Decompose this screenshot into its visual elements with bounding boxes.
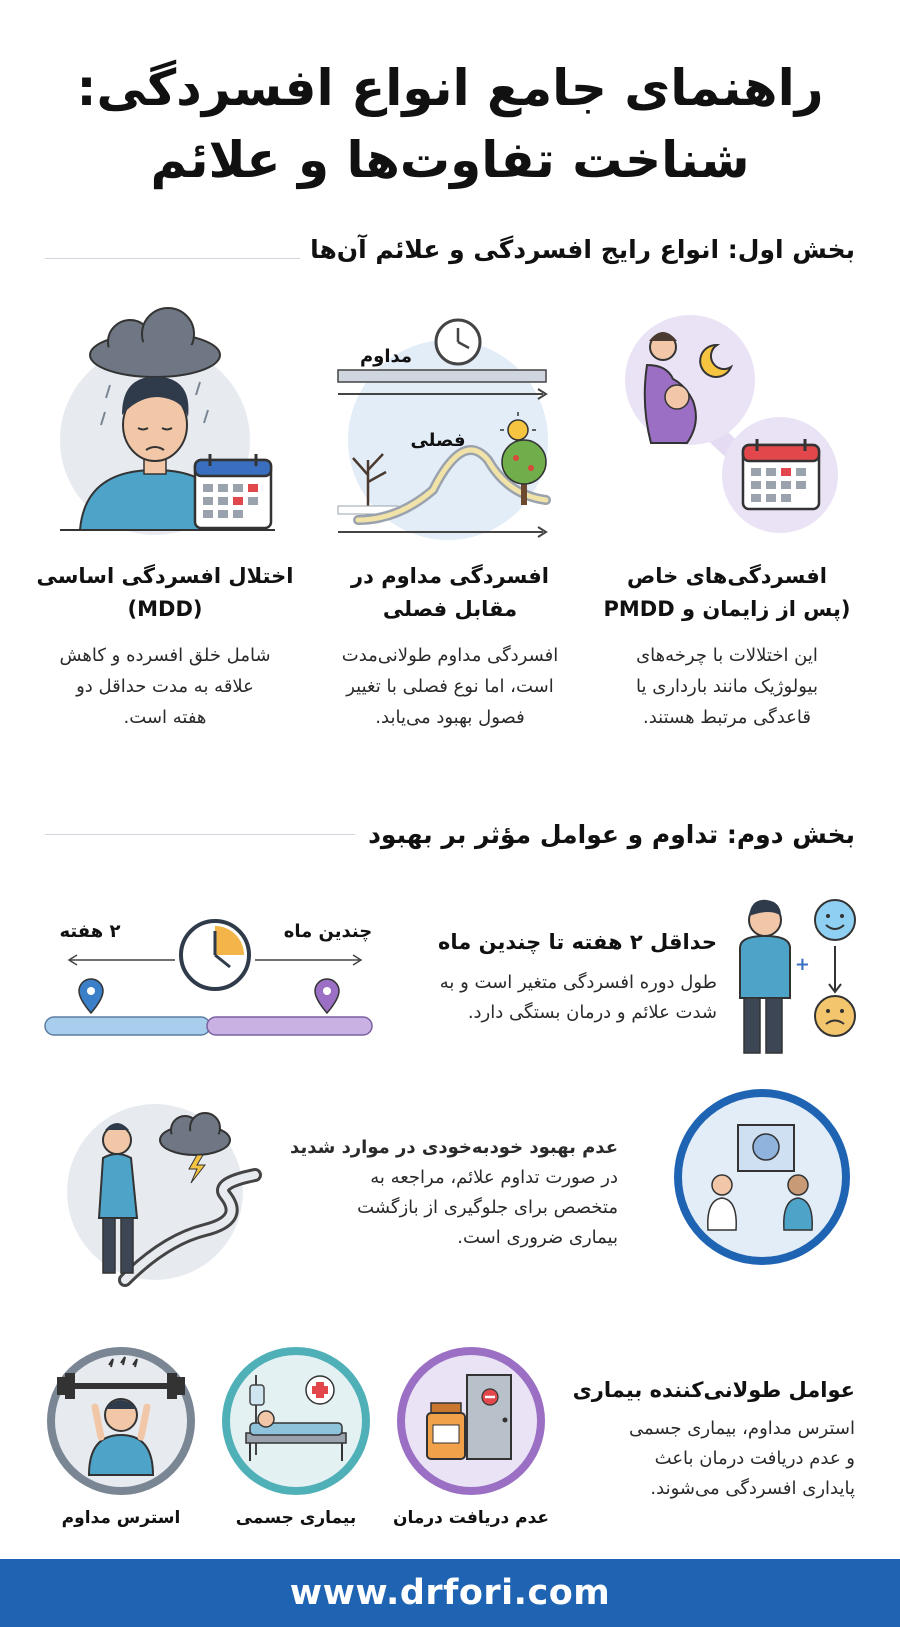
caption-physical-illness: بیماری جسمی [235,1508,357,1528]
calendar-icon [743,439,819,509]
card-mdd-title-line2: (MDD) [127,597,203,621]
card-persistent-desc-line2: است، اما نوع فصلی با تغییر [346,676,554,697]
start-pin-icon [79,979,103,1013]
card-persistent-title [320,560,580,626]
card-special-desc-line2: بیولوژیک مانند بارداری یا [636,676,818,697]
title-line-1: راهنمای جامع انواع افسردگی: [76,59,824,117]
storm-road-illustration [45,1100,245,1285]
recovery-desc-line1: عدم بهبود خودبه‌خودی در موارد شدید [290,1137,618,1158]
label-months: چندین ماه [283,921,373,942]
footer-url[interactable]: www.drfori.com [289,1573,611,1613]
happy-face-icon [815,900,855,940]
duration-timeline-illustration [45,895,385,1045]
timeline-bar-weeks [45,1017,210,1035]
recovery-desc-line2: در صورت تداوم علائم، مراجعه به [370,1167,618,1188]
medical-cross-icon [306,1376,334,1404]
door-icon [467,1375,511,1459]
card-persistent-desc-line3: فصول بهبود می‌یابد. [375,707,525,728]
duration-desc [397,968,717,1028]
duration-desc-line1: طول دوره افسردگی متغیر است و به [439,972,717,993]
thinking-man-icon [740,900,790,1053]
card-special-title-line2: (پس از زایمان و PMDD [603,597,851,621]
footer-bar [0,1559,900,1627]
sad-face-icon [815,996,855,1036]
persistent-bar [338,370,546,382]
card-persistent-title-line1: افسردگی مداوم در [351,564,549,588]
caption-no-treatment: عدم دریافت درمان [392,1508,550,1528]
card-persistent-desc-line1: افسردگی مداوم طولانی‌مدت [341,645,559,666]
timer-icon [181,921,249,989]
card-special-title [597,560,857,626]
section2-divider [45,834,355,835]
factors-desc-line2: و عدم دریافت درمان باعث [654,1448,855,1469]
mdd-illustration [60,310,290,550]
brain-scan-icon [738,1125,794,1171]
label-persistent: مداوم [359,346,413,367]
factors-desc-line3: پایداری افسردگی می‌شوند. [650,1478,855,1499]
factors-desc [585,1414,855,1504]
section2-heading: بخش دوم: تداوم و عوامل مؤثر بر بهبود [368,820,855,849]
therapy-session-illustration [670,1085,855,1270]
duration-title: حداقل ۲ هفته تا چندین ماه [437,930,717,954]
card-mdd-title [35,560,295,626]
card-special-title-line1: افسردگی‌های خاص [627,564,827,588]
card-mdd-title-line1: اختلال افسردگی اساسی [36,564,294,588]
label-seasonal: فصلی [410,430,466,451]
stressed-person-icon [89,1399,153,1475]
section1-divider [45,258,300,259]
factors-title: عوامل طولانی‌کننده بیماری [572,1378,855,1402]
recovery-desc-line3: متخصص برای جلوگیری از بازگشت [357,1197,618,1218]
card-mdd-desc [35,640,295,733]
card-special-desc-line3: قاعدگی مرتبط هستند. [643,707,811,728]
title-line-2: شناخت تفاوت‌ها و علائم [150,131,750,189]
no-treatment-illustration [395,1345,547,1497]
mood-change-man-illustration [730,898,860,1058]
plus-icon: + [794,954,810,975]
card-persistent-title-line2: مقابل فصلی [382,597,518,621]
card-mdd-desc-line2: علاقه به مدت حداقل دو [76,676,254,697]
physical-illness-illustration [220,1345,372,1497]
page-title [0,52,900,196]
factors-desc-line1: استرس مداوم، بیماری جسمی [628,1418,855,1439]
clock-icon [436,320,480,364]
rain-cloud-icon [90,308,220,377]
timeline-bar-months [207,1017,372,1035]
calendar-icon [195,454,271,528]
caption-chronic-stress: استرس مداوم [61,1508,181,1528]
pill-bottle-icon [427,1403,465,1459]
chronic-stress-illustration [45,1345,197,1497]
recovery-desc [288,1133,618,1253]
card-special-desc [597,640,857,733]
section1-heading: بخش اول: انواع رایج افسردگی و علائم آن‌ها [310,235,855,264]
pregnancy-calendar-illustration [615,315,855,540]
persistent-seasonal-illustration [338,310,568,550]
card-mdd-desc-line1: شامل خلق افسرده و کاهش [59,645,271,666]
label-weeks: ۲ هفته [59,921,121,942]
card-special-desc-line1: این اختلالات با چرخه‌های [636,645,818,666]
card-mdd-desc-line3: هفته است. [123,707,207,728]
card-persistent-desc [320,640,580,733]
end-pin-icon [315,979,339,1013]
duration-desc-line2: شدت علائم و درمان بستگی دارد. [467,1002,717,1023]
recovery-desc-line4: بیماری ضروری است. [457,1227,618,1248]
